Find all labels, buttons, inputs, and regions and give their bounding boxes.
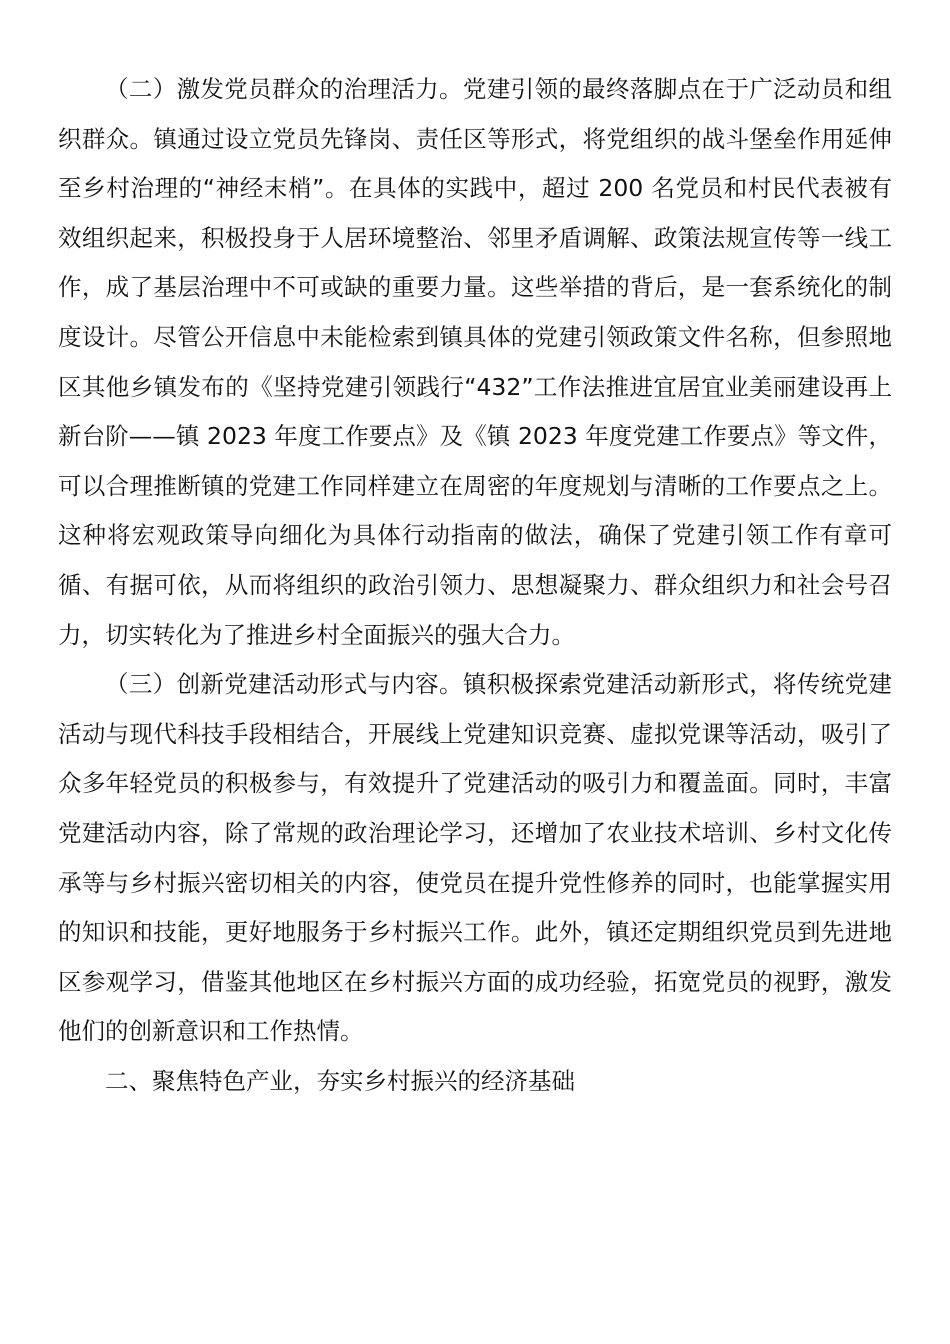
section-heading: 二、聚焦特色产业，夯实乡村振兴的经济基础 <box>105 1066 575 1095</box>
paragraph-party-mobilization: （二）激发党员群众的治理活力。党建引领的最终落脚点在于广泛动员和组织群众。镇通过设立党员先锋岗、责任区等形式，将党组织的战斗堡垒作用延伸至乡村治理的“神经末梢”。在具体的实践中，超过 200 名党员和村民代表被有效组织起来，积极投身于人居环境整治、邻里矛盾调解、政策法规宣传等一线工作，成了基层治理中不可或缺的重要力量。这些举措的背后，是一套系统化的制度设计。尽管公开信息中未能检索到镇具体的党建引领政策文件名称，但参照地区其他乡镇发布的《坚持党建引领践行“432”工作法推进宜居宜业美丽建设再上新台阶——镇 2023 年度工作要点》及《镇 2023 年度党建工作要点》等文件，可以合理推断镇的党建工作同样建立在周密的年度规划与清晰的工作要点之上。这种将宏观政策导向细化为具体行动指南的做法，确保了党建引领工作有章可循、有据可依，从而将组织的政治引领力、思想凝聚力、群众组织力和社会号召力，切实转化为了推进乡村全面振兴的强大合力。 <box>58 75 892 649</box>
paragraph-innovation-activities: （三）创新党建活动形式与内容。镇积极探索党建活动新形式，将传统党建活动与现代科技手段相结合，开展线上党建知识竞赛、虚拟党课等活动，吸引了众多年轻党员的积极参与，有效提升了党建活动的吸引力和覆盖面。同时，丰富党建活动内容，除了常规的政治理论学习，还增加了农业技术培训、乡村文化传承等与乡村振兴密切相关的内容，使党员在提升党性修养的同时，也能掌握实用的知识和技能，更好地服务于乡村振兴工作。此外，镇还定期组织党员到先进地区参观学习，借鉴其他地区在乡村振兴方面的成功经验，拓宽党员的视野，激发他们的创新意识和工作热情。 <box>58 670 892 1046</box>
document-page <box>58 65 892 1106</box>
